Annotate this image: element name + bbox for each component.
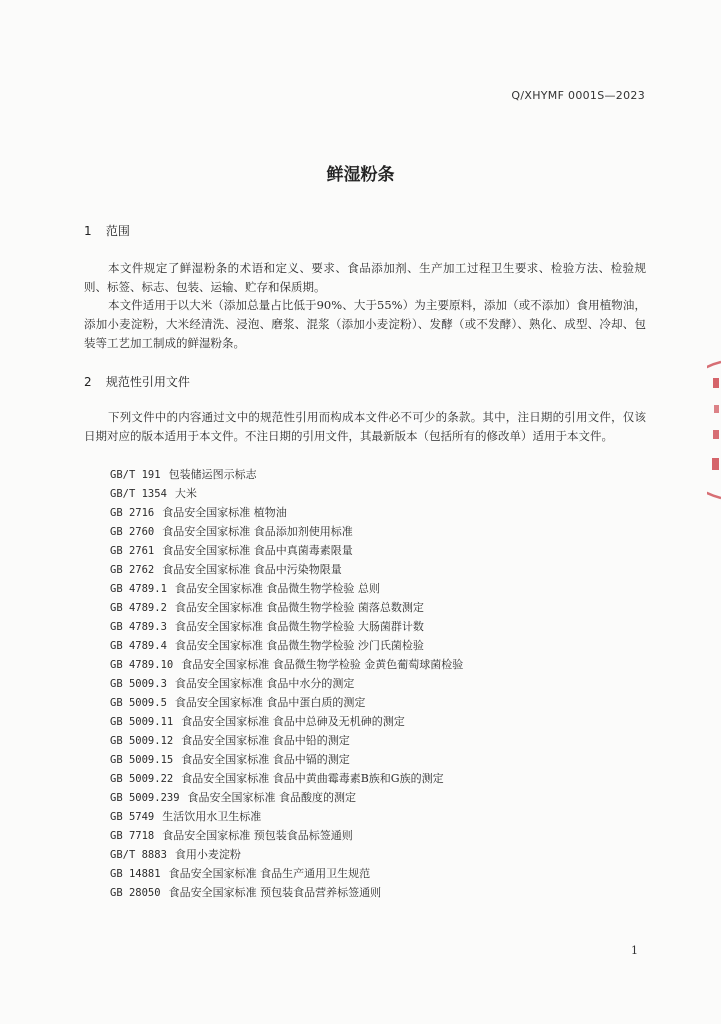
- reference-name: 大米: [174, 487, 197, 500]
- reference-name: 食品安全国家标准 食品酸度的测定: [187, 791, 357, 804]
- seal-stamp-fragment: [707, 360, 721, 500]
- reference-code: GB/T 1354: [110, 488, 167, 500]
- reference-name: 生活饮用水卫生标准: [162, 810, 262, 823]
- reference-code: GB 4789.2: [110, 602, 167, 614]
- reference-code: GB 5749: [110, 811, 155, 823]
- reference-code: GB 4789.1: [110, 583, 167, 595]
- reference-name: 包装储运图示标志: [168, 468, 257, 481]
- reference-code: GB 4789.4: [110, 640, 167, 652]
- page-number: 1: [631, 944, 638, 957]
- reference-code: GB 2762: [110, 564, 155, 576]
- list-item: [110, 522, 650, 541]
- document-code: Q/XHYMF 0001S—2023: [511, 89, 645, 102]
- document-title: 鲜湿粉条: [326, 165, 395, 185]
- reference-code: GB/T 8883: [110, 849, 167, 861]
- section-number: 2: [84, 375, 92, 389]
- reference-name: 食品安全国家标准 食品微生物学检验 金黄色葡萄球菌检验: [181, 658, 464, 671]
- reference-name: 食品安全国家标准 食品中蛋白质的测定: [174, 696, 366, 709]
- list-item: [110, 883, 650, 902]
- reference-name: 食品安全国家标准 预包装食品标签通则: [162, 829, 353, 842]
- section-1-paragraph-2: 本文件适用于以大米（添加总量占比低于90%、大于55%）为主要原料，添加（或不添加）食用植物油，添加小麦淀粉，大米经清洗、浸泡、磨浆、混浆（添加小麦淀粉）、发酵（或不发酵）、熟化、成型、冷却、包装等工艺加工制成的鲜湿粉条。: [84, 298, 646, 350]
- reference-name: 食品安全国家标准 食品微生物学检验 沙门氏菌检验: [174, 639, 424, 652]
- list-item: [110, 826, 650, 845]
- reference-code: GB/T 191: [110, 469, 161, 481]
- reference-code: GB 28050: [110, 887, 161, 899]
- section-2-heading: [84, 373, 190, 390]
- list-item: [110, 579, 650, 598]
- reference-code: GB 2760: [110, 526, 155, 538]
- reference-name: 食品安全国家标准 食品中镉的测定: [181, 753, 350, 766]
- reference-name: 食品安全国家标准 食品添加剂使用标准: [162, 525, 353, 538]
- section-title: 规范性引用文件: [105, 375, 190, 389]
- reference-name: 食品安全国家标准 食品中污染物限量: [162, 563, 342, 576]
- list-item: [110, 674, 650, 693]
- list-item: [110, 484, 650, 503]
- list-item: [110, 712, 650, 731]
- reference-name: 食品安全国家标准 食品中黄曲霉毒素B族和G族的测定: [181, 772, 444, 785]
- reference-name: 食品安全国家标准 食品微生物学检验 总则: [174, 582, 380, 595]
- reference-code: GB 5009.12: [110, 735, 174, 747]
- list-item: [110, 598, 650, 617]
- reference-code: GB 5009.239: [110, 792, 180, 804]
- reference-code: GB 5009.11: [110, 716, 174, 728]
- list-item: [110, 845, 650, 864]
- list-item: [110, 503, 650, 522]
- list-item: [110, 807, 650, 826]
- reference-name: 食品安全国家标准 食品微生物学检验 菌落总数测定: [174, 601, 424, 614]
- reference-name: 食品安全国家标准 食品微生物学检验 大肠菌群计数: [174, 620, 424, 633]
- reference-name: 食品安全国家标准 食品中水分的测定: [174, 677, 355, 690]
- reference-code: GB 5009.15: [110, 754, 174, 766]
- list-item: [110, 750, 650, 769]
- section-2-paragraph-1: 下列文件中的内容通过文中的规范性引用而构成本文件必不可少的条款。其中，注日期的引用文件，仅该日期对应的版本适用于本文件。不注日期的引用文件，其最新版本（包括所有的修改单）适用于本文件。: [84, 410, 646, 443]
- list-item: [110, 541, 650, 560]
- list-item: [110, 560, 650, 579]
- section-number: 1: [84, 224, 92, 238]
- list-item: [110, 788, 650, 807]
- reference-code: GB 4789.10: [110, 659, 174, 671]
- normative-reference-list: [110, 465, 650, 902]
- reference-code: GB 5009.22: [110, 773, 174, 785]
- section-title: 范围: [105, 224, 130, 238]
- section-1-heading: [84, 222, 130, 239]
- reference-name: 食品安全国家标准 食品中总砷及无机砷的测定: [181, 715, 405, 728]
- list-item: [110, 731, 650, 750]
- reference-name: 食品安全国家标准 植物油: [162, 506, 287, 519]
- section-1-paragraph-1: 本文件规定了鲜湿粉条的术语和定义、要求、食品添加剂、生产加工过程卫生要求、检验方法、检验规则、标签、标志、包装、运输、贮存和保质期。: [84, 261, 646, 294]
- reference-code: GB 2761: [110, 545, 155, 557]
- reference-name: 食品安全国家标准 食品生产通用卫生规范: [168, 867, 371, 880]
- list-item: [110, 636, 650, 655]
- reference-name: 食用小麦淀粉: [174, 848, 241, 861]
- reference-name: 食品安全国家标准 食品中铅的测定: [181, 734, 350, 747]
- reference-code: GB 4789.3: [110, 621, 167, 633]
- reference-name: 食品安全国家标准 预包装食品营养标签通则: [168, 886, 382, 899]
- list-item: [110, 693, 650, 712]
- reference-code: GB 5009.5: [110, 697, 167, 709]
- list-item: [110, 864, 650, 883]
- reference-code: GB 5009.3: [110, 678, 167, 690]
- list-item: [110, 617, 650, 636]
- reference-code: GB 14881: [110, 868, 161, 880]
- reference-code: GB 7718: [110, 830, 155, 842]
- reference-code: GB 2716: [110, 507, 155, 519]
- reference-name: 食品安全国家标准 食品中真菌毒素限量: [162, 544, 353, 557]
- list-item: [110, 769, 650, 788]
- list-item: [110, 655, 650, 674]
- list-item: [110, 465, 650, 484]
